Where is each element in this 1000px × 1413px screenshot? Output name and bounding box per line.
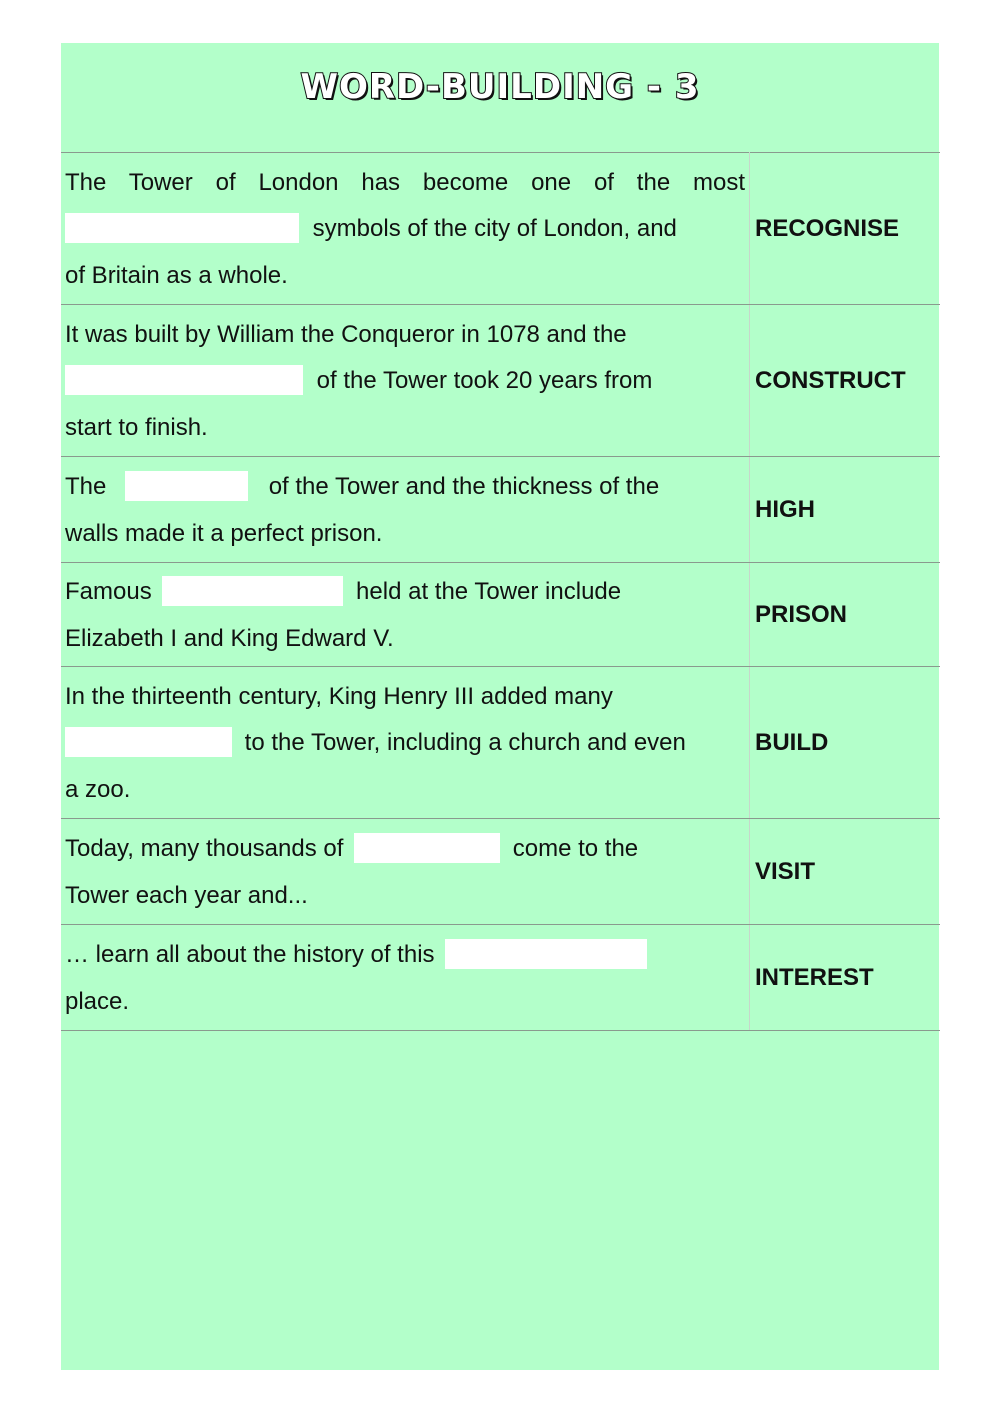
table-row (61, 457, 940, 563)
answer-blank[interactable] (354, 833, 500, 863)
answer-blank[interactable] (445, 939, 647, 969)
title-area (61, 43, 939, 152)
sentence-cell (61, 925, 750, 1031)
sentence-text: a zoo. (65, 775, 131, 803)
sentence-cell (61, 819, 750, 925)
worksheet (61, 43, 939, 1370)
sentence-text: start to finish. (65, 413, 208, 441)
sentence-text: held at the Tower include (356, 578, 622, 605)
worksheet-title: WORD-BUILDING - 3 (300, 67, 700, 107)
sentence-text: walls made it a perfect prison. (65, 519, 383, 547)
sentence-text: It was built by William the Conqueror in 1078 and the (65, 320, 627, 348)
sentence-cell (61, 457, 750, 563)
answer-blank[interactable] (162, 576, 343, 606)
sentence-text: of the Tower took 20 years from (316, 367, 653, 395)
sentence-text: Famous (65, 578, 152, 605)
root-word: RECOGNISE (750, 153, 941, 305)
answer-blank[interactable] (65, 727, 232, 757)
root-word: INTEREST (750, 925, 941, 1031)
table-row (61, 305, 940, 457)
sentence-text: to the Tower, including a church and even (244, 729, 686, 757)
sentence-text: come to the (512, 835, 639, 862)
root-word: CONSTRUCT (750, 305, 941, 457)
answer-blank[interactable] (65, 365, 303, 395)
sentence-text: The Tower of London has become one of the most (65, 168, 745, 196)
root-word: VISIT (750, 819, 941, 925)
root-word: HIGH (750, 457, 941, 563)
sentence-cell (61, 153, 750, 305)
exercise-table (61, 152, 940, 1031)
sentence-text: … learn all about the history of this (65, 941, 435, 968)
table-row (61, 563, 940, 667)
root-word: BUILD (750, 667, 941, 819)
sentence-cell (61, 667, 750, 819)
sentence-text: Today, many thousands of (65, 835, 344, 862)
sentence-text: Elizabeth I and King Edward V. (65, 624, 394, 652)
sentence-cell (61, 305, 750, 457)
sentence-text: The (65, 473, 107, 500)
table-row (61, 153, 940, 305)
sentence-text: In the thirteenth century, King Henry III added many (65, 682, 613, 710)
sentence-text: place. (65, 987, 130, 1015)
sentence-text: of Britain as a whole. (65, 261, 288, 289)
table-row (61, 925, 940, 1031)
sentence-text: symbols of the city of London, and (312, 215, 677, 243)
sentence-text: of the Tower and the thickness of the (268, 473, 660, 500)
sentence-text: Tower each year and... (65, 881, 308, 909)
table-row (61, 819, 940, 925)
answer-blank[interactable] (65, 213, 299, 243)
answer-blank[interactable] (125, 471, 248, 501)
root-word: PRISON (750, 563, 941, 667)
sentence-cell (61, 563, 750, 667)
table-row (61, 667, 940, 819)
